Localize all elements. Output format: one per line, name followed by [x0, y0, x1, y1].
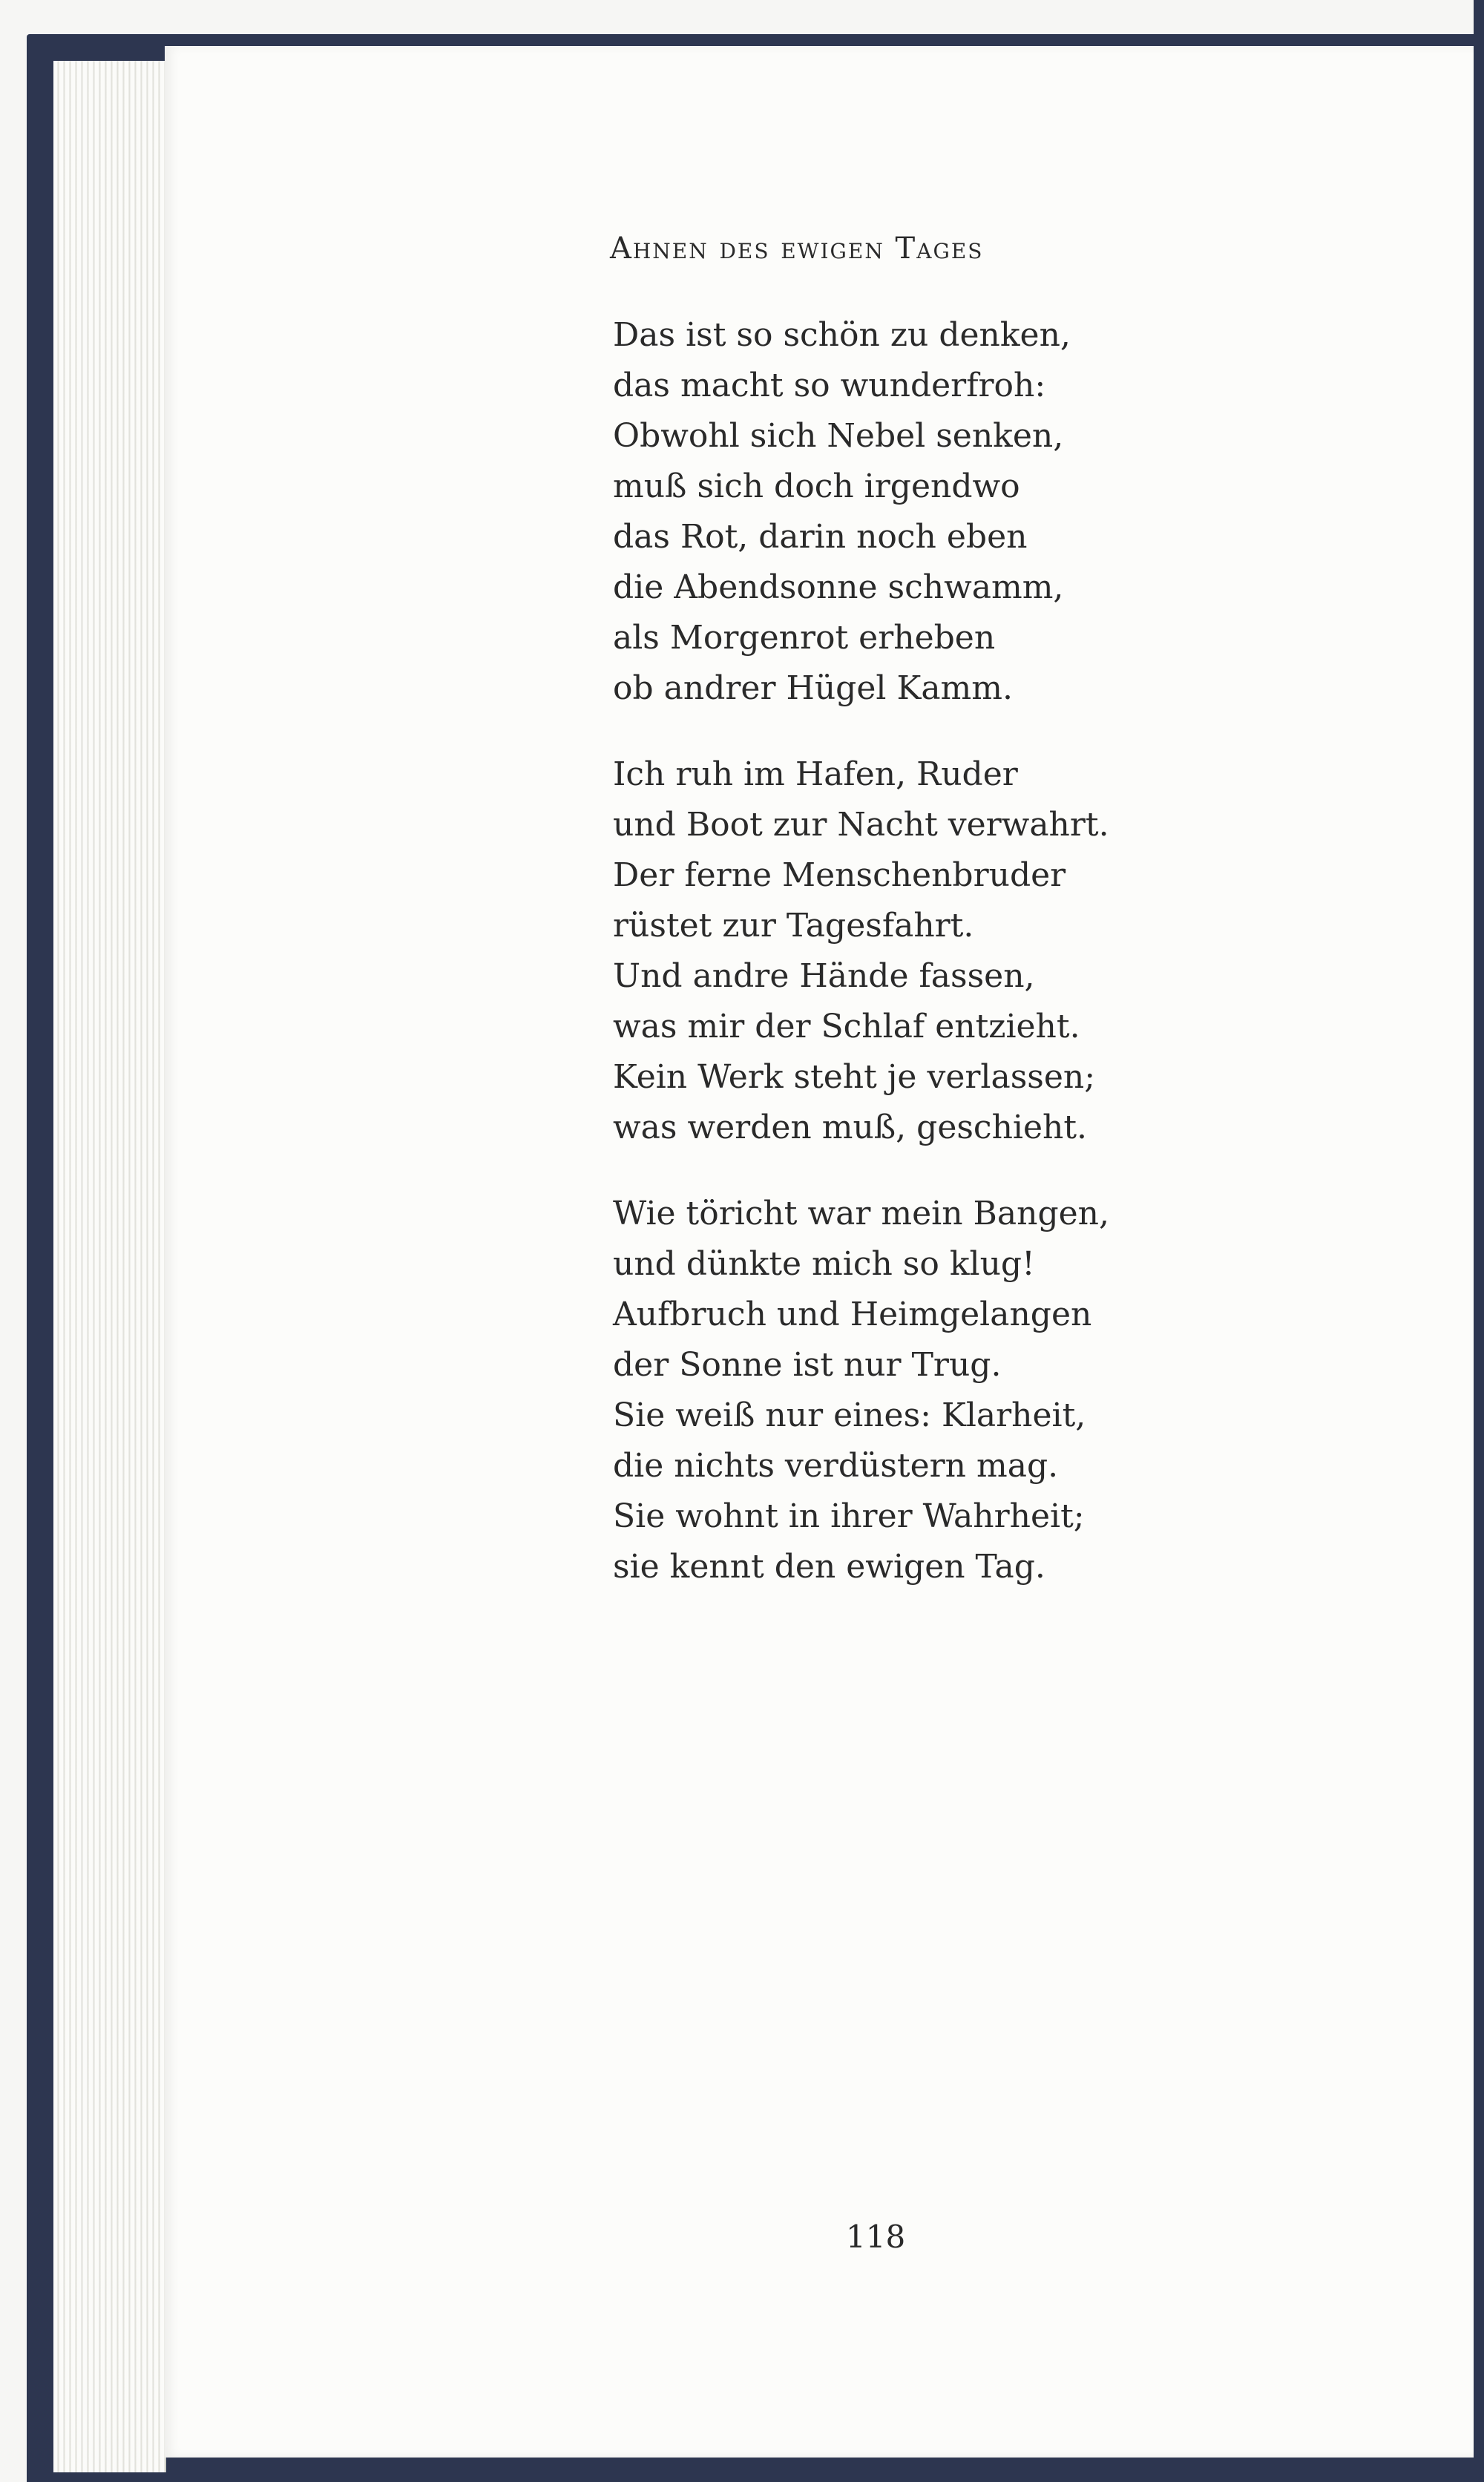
poem-line: Wie töricht war mein Bangen, [613, 1195, 1109, 1232]
stanza-2 [613, 749, 1218, 1153]
poem-line: ob andrer Hügel Kamm. [613, 669, 1013, 707]
poem-line: Das ist so schön zu denken, [613, 316, 1071, 354]
stanza-1 [613, 310, 1218, 714]
poem-line: der Sonne ist nur Trug. [613, 1346, 1002, 1384]
poem-line: Kein Werk steht je verlassen; [613, 1058, 1096, 1096]
poem-line: die nichts verdüstern mag. [613, 1447, 1059, 1485]
poem-line: muß sich doch irgendwo [613, 467, 1020, 505]
poem-line: Der ferne Menschenbruder [613, 856, 1066, 894]
poem-title: Ahnen des ewigen Tages [610, 232, 984, 266]
poem-line: Und andre Hände fassen, [613, 957, 1035, 995]
stanza-3 [613, 1189, 1218, 1592]
poem-line: was werden muß, geschieht. [613, 1109, 1088, 1146]
cover-edge-right [1474, 0, 1484, 2482]
poem-line: rüstet zur Tagesfahrt. [613, 907, 974, 945]
poem-line: Sie weiß nur eines: Klarheit, [613, 1396, 1086, 1434]
poem-line: Sie wohnt in ihrer Wahrheit; [613, 1497, 1085, 1535]
poem-line: das macht so wunderfroh: [613, 367, 1046, 404]
poem-line: und Boot zur Nacht verwahrt. [613, 806, 1109, 844]
page-edges [53, 61, 166, 2472]
poem [610, 232, 1218, 1628]
poem-line: und dünkte mich so klug! [613, 1245, 1035, 1283]
poem-line: sie kennt den ewigen Tag. [613, 1548, 1045, 1586]
page-number: 118 [846, 2219, 906, 2255]
poem-line: Obwohl sich Nebel senken, [613, 417, 1064, 455]
poem-line: Ich ruh im Hafen, Ruder [613, 755, 1018, 793]
poem-line: was mir der Schlaf entzieht. [613, 1008, 1080, 1045]
poem-line: als Morgenrot erheben [613, 619, 996, 657]
poem-line: Aufbruch und Heimgelangen [613, 1296, 1092, 1333]
poem-line: das Rot, darin noch eben [613, 518, 1028, 556]
poem-line: die Abendsonne schwamm, [613, 568, 1064, 606]
